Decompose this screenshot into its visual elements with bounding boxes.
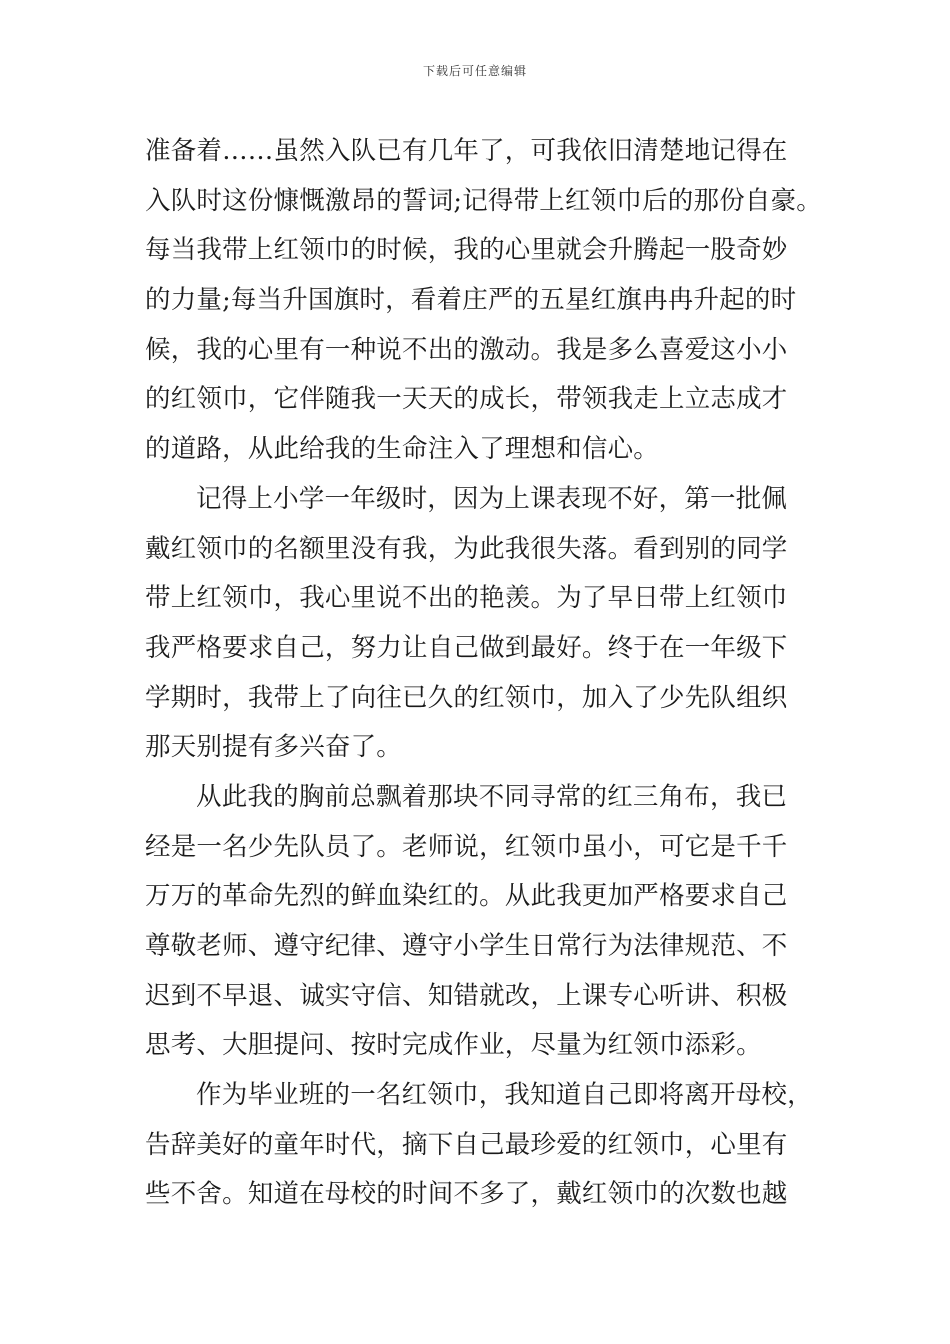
text-line: 那天别提有多兴奋了。: [145, 732, 403, 763]
text-line: 的道路，从此给我的生命注入了理想和信心。: [145, 434, 660, 465]
text-line: 告辞美好的童年时代，摘下自己最珍爱的红领巾，心里有: [145, 1129, 788, 1160]
page-header: 下载后可任意编辑: [422, 64, 527, 78]
text-line: 记得上小学一年级时，因为上课表现不好，第一批佩: [196, 483, 788, 514]
text-line: 万万的革命先烈的鲜血染红的。从此我更加严格要求自己: [145, 881, 788, 912]
text-line: 入队时这份慷慨激昂的誓词;记得带上红领巾后的那份自豪。: [145, 185, 822, 216]
text-line: 的力量;每当升国旗时，看着庄严的五星红旗冉冉升起的时: [145, 285, 797, 316]
text-line: 些不舍。知道在母校的时间不多了，戴红领巾的次数也越: [145, 1179, 788, 1210]
text-line: 迟到不早退、诚实守信、知错就改，上课专心听讲、积极: [145, 980, 788, 1011]
text-line: 作为毕业班的一名红领巾，我知道自己即将离开母校，: [196, 1080, 813, 1111]
text-line: 思考、大胆提问、按时完成作业，尽量为红领巾添彩。: [145, 1030, 762, 1061]
document-body: [145, 127, 822, 1220]
text-line: 学期时，我带上了向往已久的红领巾，加入了少先队组织: [145, 682, 788, 713]
text-line: 带上红领巾，我心里说不出的艳羡。为了早日带上红领巾: [145, 583, 788, 614]
text-line: 尊敬老师、遵守纪律、遵守小学生日常行为法律规范、不: [145, 931, 788, 961]
text-line: 的红领巾，它伴随我一天天的成长，带领我走上立志成才: [145, 384, 788, 415]
text-line: 准备着……虽然入队已有几年了，可我依旧清楚地记得在: [145, 136, 788, 166]
text-line: 从此我的胸前总飘着那块不同寻常的红三角布，我已: [196, 781, 788, 812]
text-line: 我严格要求自己，努力让自己做到最好。终于在一年级下: [145, 632, 788, 663]
text-line: 戴红领巾的名额里没有我，为此我很失落。看到别的同学: [145, 533, 788, 564]
text-line: 经是一名少先队员了。老师说，红领巾虽小，可它是千千: [145, 831, 788, 862]
text-line: 每当我带上红领巾的时候，我的心里就会升腾起一股奇妙: [145, 235, 788, 266]
text-line: 候，我的心里有一种说不出的激动。我是多么喜爱这小小: [145, 334, 788, 365]
